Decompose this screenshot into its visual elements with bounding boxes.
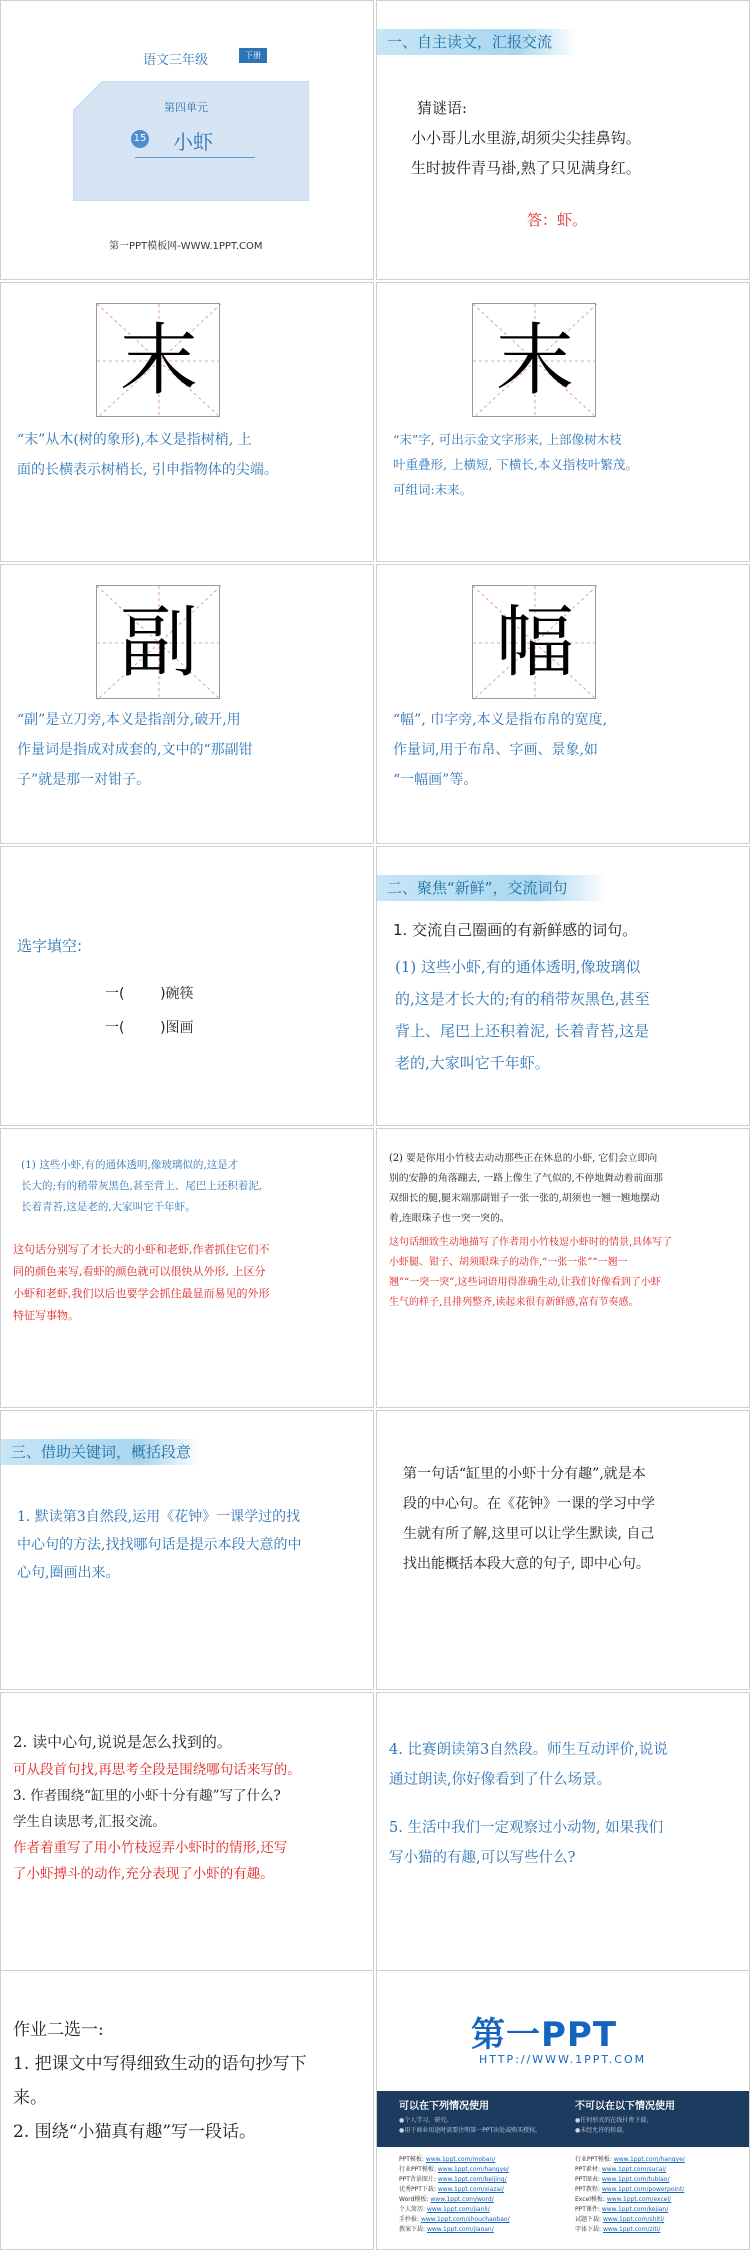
char-explanation <box>393 705 741 795</box>
section-header-2: 二、聚焦“新鲜”，交流词句 <box>377 875 607 901</box>
allowed-heading: 可以在下列情况使用 <box>399 2101 489 2112</box>
task-line: 心句,圈画出来。 <box>17 1565 120 1581</box>
link[interactable]: www.1ppt.com/powerpoint/ <box>601 2186 685 2193</box>
character: 末 <box>119 316 198 406</box>
char-explanation <box>393 427 741 502</box>
brand-logo: 第一PPT <box>471 2015 618 2055</box>
question-4-line: 4. 比赛朗读第3自然段。师生互动评价,说说 <box>389 1742 668 1758</box>
explanation-line: 作量词,用于布帛、字画、景象,如 <box>393 742 598 758</box>
question-4-line: 通过朗读,你好像看到了什么场景。 <box>389 1772 612 1788</box>
slide-char-mo-1[interactable] <box>0 282 374 562</box>
link[interactable]: www.1ppt.com/tubiao/ <box>601 2176 670 2183</box>
question-2: 2. 读中心句,说说是怎么找到的。 <box>13 1733 232 1751</box>
analysis-line: 生气的样子,且排列整齐,读起来很有新鲜感,富有节奏感。 <box>389 1297 639 1308</box>
char-grid-box <box>472 585 596 699</box>
homework-title: 作业二选一: <box>13 2020 104 2040</box>
slide-key-words[interactable] <box>0 1410 374 1690</box>
section-header-1: 一、自主读文，汇报交流 <box>377 29 577 55</box>
brand-url[interactable]: HTTP://WWW.1PPT.COM <box>479 2053 647 2066</box>
character: 副 <box>119 598 198 688</box>
explanation-line: 面的长横表示树梢长, 引申指物体的尖端。 <box>17 462 278 478</box>
sentence-line: 的,这是才长大的;有的稍带灰黑色,甚至 <box>395 990 650 1008</box>
analysis-text <box>13 1239 363 1327</box>
link-label: 个人简历: <box>399 2206 426 2213</box>
character: 末 <box>495 316 574 406</box>
sentence-line: 老的,大家叫它千年虾。 <box>395 1054 550 1072</box>
link-label: PPT图表: <box>575 2176 600 2183</box>
sentence-line: 着,连眼珠子也一突一突的。 <box>389 1213 510 1224</box>
slide-homework[interactable] <box>0 1970 374 2250</box>
explanation-line: 作量词是指成对成套的,文中的“那副钳 <box>17 742 253 758</box>
answer-2: 可从段首句找,再思考全段是围绕哪句话来写的。 <box>13 1762 301 1778</box>
analysis-line: 翘”“一突一突”,这些词语用得准确生动,让我们好像看到了小虾 <box>389 1277 661 1288</box>
question-3: 3. 作者围绕“缸里的小虾十分有趣”写了什么? <box>13 1788 281 1804</box>
char-grid-box <box>96 303 220 417</box>
riddle-line: 生时披件青马褂,熟了只见满身红。 <box>411 159 641 177</box>
analysis-line: 这句话分别写了才长大的小虾和老虾,作者抓住它们不 <box>13 1243 270 1256</box>
question-block <box>389 1735 739 1873</box>
link-label: Word模板: <box>399 2196 429 2203</box>
quoted-sentence <box>13 1155 363 1218</box>
question-3-note: 学生自读思考,汇报交流。 <box>13 1814 166 1830</box>
character: 幅 <box>495 598 574 688</box>
sentence-line: (1) 这些小虾,有的通体透明,像玻璃似 <box>395 958 641 976</box>
sentence-line: 别的安静的角落蹦去, 一路上像生了气似的,不停地舞动着前面那 <box>389 1173 663 1184</box>
link-list-left <box>399 2155 510 2235</box>
cover-subject: 语文三年级 <box>143 53 209 68</box>
link[interactable]: www.1ppt.com/excel/ <box>606 2196 672 2203</box>
question-1: 1. 交流自己圈画的有新鲜感的词句。 <box>393 921 638 939</box>
explanation-line: 叶重叠形, 上横短, 下横长,本义指枝叶繁茂。 <box>393 457 638 472</box>
slide-questions-2-3[interactable] <box>0 1692 374 1972</box>
fill-blank-1[interactable]: 一( )碗筷 <box>105 986 194 1002</box>
link[interactable]: www.1ppt.com/hangye/ <box>613 2156 685 2163</box>
cover-badge: 下册 <box>239 48 267 63</box>
link-label: PPT教程: <box>575 2186 600 2193</box>
link-label: PPT课件: <box>575 2206 600 2213</box>
char-explanation <box>17 705 365 795</box>
slide-fill-blank[interactable] <box>0 846 374 1126</box>
example-sentence <box>395 951 737 1079</box>
homework-block <box>13 2013 363 2149</box>
link[interactable]: www.1ppt.com/moban/ <box>425 2156 496 2163</box>
task-line: 1. 默读第3自然段,运用《花钟》一课学过的找 <box>17 1509 301 1525</box>
slide-cover[interactable] <box>0 0 374 280</box>
link[interactable]: www.1ppt.com/xiazai/ <box>437 2186 504 2193</box>
link[interactable]: www.1ppt.com/shiti/ <box>602 2216 665 2223</box>
slide-questions-4-5[interactable] <box>376 1692 750 1972</box>
logo-area <box>377 1971 750 2091</box>
link[interactable]: www.1ppt.com/word/ <box>430 2196 494 2203</box>
cover-title: 小虾 <box>173 130 213 154</box>
link-label: Excel模板: <box>575 2196 605 2203</box>
explanation-line: 可组词:末来。 <box>393 482 473 497</box>
analysis-line: 同的颜色来写,看虾的颜色就可以很快从外形, 上区分 <box>13 1265 266 1278</box>
title-underline <box>135 157 255 158</box>
link-label: 字体下载: <box>575 2226 602 2233</box>
riddle-block <box>411 93 641 183</box>
analysis-line: 这句话细致生动地描写了作者用小竹枝逗小虾时的情景,具体写了 <box>389 1237 673 1248</box>
sentence-line: 长着青苔,这是老的,大家叫它千年虾。 <box>21 1201 196 1213</box>
forbidden-item: ●任何形式的在线付费下载。 <box>575 2117 653 2124</box>
homework-line: 2. 围绕“小猫真有趣”写一段话。 <box>13 2122 257 2142</box>
link-label: PPT模板: <box>399 2156 424 2163</box>
slide-char-mo-2[interactable] <box>376 282 750 562</box>
sentence-line: 长大的;有的稍带灰黑色,甚至背上、尾巴上还积着泥, <box>21 1180 263 1192</box>
char-grid-box <box>472 303 596 417</box>
link[interactable]: www.1ppt.com/hangye/ <box>437 2166 509 2173</box>
section-header-3: 三、借助关键词，概括段意 <box>1 1439 201 1465</box>
question-5-line: 5. 生活中我们一定观察过小动物, 如果我们 <box>389 1820 664 1836</box>
cover-unit: 第四单元 <box>164 101 208 114</box>
link[interactable]: www.1ppt.com/beijing/ <box>437 2176 507 2183</box>
sentence-line: (1) 这些小虾,有的通体透明,像玻璃似的,这是才 <box>21 1159 239 1171</box>
link-label: PPT素材: <box>575 2166 600 2173</box>
slide-char-fu2[interactable] <box>376 564 750 844</box>
homework-line: 1. 把课文中写得细致生动的语句抄写下 <box>13 2054 307 2074</box>
homework-line: 来。 <box>13 2088 47 2108</box>
analysis-text <box>389 1233 739 1313</box>
fill-title: 选字填空: <box>17 937 83 955</box>
explanation-line: “一幅画”等。 <box>393 772 478 788</box>
allowed-item: ●个人学习、研究。 <box>399 2117 453 2124</box>
link-label: 教案下载: <box>399 2226 426 2233</box>
riddle-answer: 答：虾。 <box>527 211 588 229</box>
char-explanation <box>17 425 365 485</box>
sentence-line: (2) 要是你用小竹枝去动动那些正在休息的小虾, 它们会立即向 <box>389 1153 658 1164</box>
explanation-line: 第一句话“缸里的小虾十分有趣”,就是本 <box>403 1466 646 1482</box>
riddle-label: 猜谜语: <box>417 99 468 117</box>
link[interactable]: www.1ppt.com/jianli/ <box>426 2206 490 2213</box>
link-label: 行业PPT模板: <box>399 2166 436 2173</box>
slide-char-fu[interactable] <box>0 564 374 844</box>
explanation-line: “末”从木(树的象形),本义是指树梢, 上 <box>17 432 252 448</box>
link-label: 手抄报: <box>399 2216 420 2223</box>
link[interactable]: www.1ppt.com/shouchaobao/ <box>420 2216 510 2223</box>
link-list-right <box>575 2155 685 2235</box>
explanation-line: “副”是立刀旁,本义是指剖分,破开,用 <box>17 712 241 728</box>
riddle-line: 小小哥儿水里游,胡须尖尖挂鼻钩。 <box>411 129 641 147</box>
link[interactable]: www.1ppt.com/jiaoan/ <box>426 2226 494 2233</box>
link-label: 行业PPT模板: <box>575 2156 612 2163</box>
explanation-line: 生就有所了解,这里可以让学生默读, 自己 <box>403 1526 655 1542</box>
explanation-line: “幅”, 巾字旁,本义是指布帛的宽度, <box>393 712 608 728</box>
link-label: 优秀PPT下载: <box>399 2186 436 2193</box>
link[interactable]: www.1ppt.com/kejian/ <box>601 2206 669 2213</box>
slide-center-sentence[interactable] <box>376 1410 750 1690</box>
answer-3-line: 作者着重写了用小竹枝逗弄小虾时的情形,还写 <box>13 1840 288 1856</box>
analysis-line: 小虾腿、钳子、胡须眼珠子的动作,“一张一张”“一翘一 <box>389 1257 628 1268</box>
explanation-text <box>403 1459 727 1579</box>
link-label: 试题下载: <box>575 2216 602 2223</box>
explanation-line: 找出能概括本段大意的句子, 即中心句。 <box>403 1556 650 1572</box>
analysis-line: 小虾和老虾,我们以后也要学会抓住最显而易见的外形 <box>13 1287 270 1300</box>
explanation-line: 子”就是那一对钳子。 <box>17 772 151 788</box>
cover-footer: 第一PPT模板网-WWW.1PPT.COM <box>109 241 263 252</box>
link-label: PPT背景图片: <box>399 2176 436 2183</box>
lesson-number-badge: 15 <box>131 130 149 148</box>
analysis-line: 特征写事物。 <box>13 1309 79 1322</box>
forbidden-item: ●未经允许的转载。 <box>575 2127 629 2134</box>
char-grid-box <box>96 585 220 699</box>
allowed-item: ●用于商业用途时需要注明第一PPT出处或购买授权。 <box>399 2127 542 2134</box>
quoted-sentence <box>389 1149 739 1229</box>
sentence-line: 背上、尾巴上还积着泥, 长着青苔,这是 <box>395 1022 650 1040</box>
link[interactable]: www.1ppt.com/ziti/ <box>602 2226 661 2233</box>
usage-band <box>377 2091 750 2147</box>
slide-riddle[interactable] <box>376 0 750 280</box>
question-block <box>13 1727 363 1887</box>
slide-analysis-2[interactable] <box>376 1128 750 1408</box>
sentence-line: 双细长的腿,腿末端那副钳子一张一张的,胡须也一翘一翘地摆动 <box>389 1193 660 1204</box>
slide-new-words[interactable] <box>376 846 750 1126</box>
slide-analysis-1[interactable] <box>0 1128 374 1408</box>
explanation-line: 段的中心句。在《花钟》一课的学习中学 <box>403 1496 655 1512</box>
fill-blank-2[interactable]: 一( )图画 <box>105 1020 194 1036</box>
task-line: 中心句的方法,找找哪句话是提示本段大意的中 <box>17 1537 302 1553</box>
link[interactable]: www.1ppt.com/sucai/ <box>601 2166 667 2173</box>
question-5-line: 写小猫的有趣,可以写些什么? <box>389 1850 576 1866</box>
explanation-line: “末”字, 可出示金文字形来, 上部像树木枝 <box>393 432 622 447</box>
answer-3-line: 了小虾搏斗的动作,充分表现了小虾的有趣。 <box>13 1866 274 1882</box>
task-text <box>17 1503 357 1587</box>
forbidden-heading: 不可以在以下情况使用 <box>575 2101 675 2112</box>
slide-brand[interactable] <box>376 1970 750 2250</box>
